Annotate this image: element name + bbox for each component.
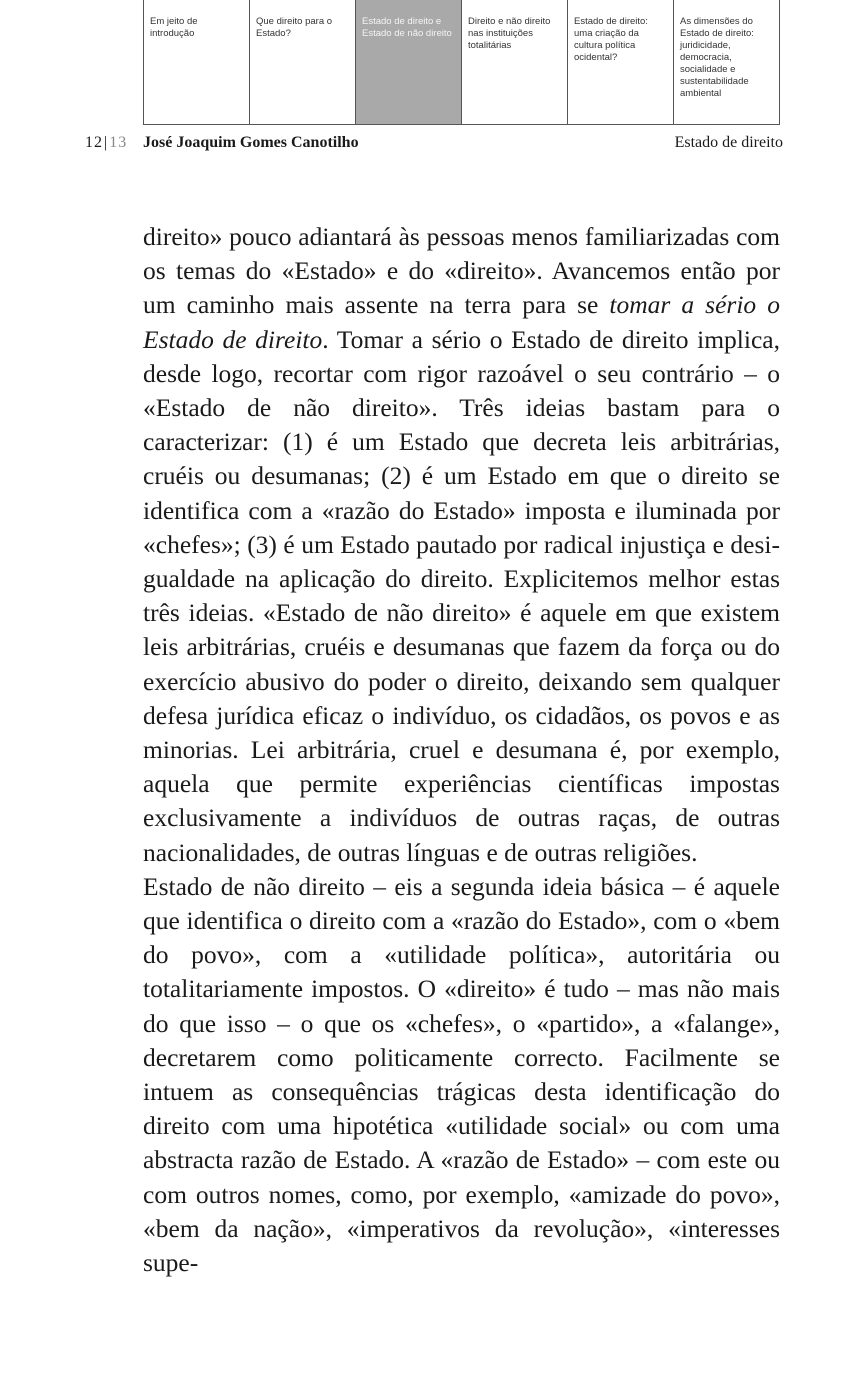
chapter-nav-item-cultura-politica[interactable]: Estado de direito: uma criação da cultura política ocidental? — [568, 0, 674, 124]
chapter-nav-item-estado-de-direito-active[interactable]: Estado de direito e Estado de não direito — [356, 0, 462, 124]
chapter-navigation — [143, 0, 780, 125]
chapter-nav-item-dimensoes[interactable]: As dimensões do Estado de direito: juridicidade, democracia, socialidade e sustentabilidade ambiental — [680, 16, 754, 99]
book-title: Estado de direito — [674, 134, 783, 151]
page-total: 13 — [109, 134, 128, 151]
page-current: 12 — [85, 134, 103, 151]
body-text — [143, 220, 780, 1280]
paragraph-1-part-a: direito» pouco adiantará às pessoas menos familiarizadas com os temas do «Estado» e do «direito». Avancemos então por um caminho mais assente na terra para se — [143, 222, 780, 320]
book-author: José Joaquim Gomes Canotilho — [143, 134, 359, 151]
running-head — [0, 134, 841, 154]
chapter-nav-item-instituicoes-totalitarias[interactable]: Direito e não direito nas instituições totalitárias — [462, 0, 568, 124]
page-number — [85, 134, 127, 152]
paragraph-1-part-b: . Tomar a sério o Estado de direito implica, desde logo, recortar com rigor razoável o seu contrário – o «Estado de não direito». Três ideias bastam para o caracterizar: (1) é um Estado que decreta leis arbitrárias, cruéis ou desumanas; (2) é um Estado em que o direito se identifica com a «razão do Estado» imposta e iluminada por «chefes»; (3) é um Estado pautado por radical injustiça e desigualdade na aplicação do direito. Explicitemos melhor estas três ideias. «Estado de não direito» é aquele em que existem leis arbitrárias, cruéis e desumanas que fazem da força ou do exercício abusivo do poder o direito, deixando sem qualquer defesa jurídica eficaz o indivíduo, os cidadãos, os povos e as minorias. Lei arbitrária, cruel e desumana é, por exemplo, aquela que permite experiências científicas impostas exclusivamente a indivíduos de outras raças, de outras nacionalidades, de outras línguas e de outras religiões. — [143, 324, 780, 867]
chapter-nav-item-introducao[interactable]: Em jeito de introdução — [144, 0, 250, 124]
paragraph-2: Estado de não direito – eis a segunda ideia básica – é aquele que identifica o direito com a «razão do Estado», com o «bem do povo», com a «utilidade política», autoritária ou totalitariamente impostos. O «direito» é tudo – mas não mais do que isso – o que os «chefes», o «partido», a «falange», decretarem como politicamente correcto. Facilmente se intuem as consequências trágicas desta identificação do direito com uma hipotética «utilidade social» ou com uma abstracta razão de Estado. A «razão de Estado» – com este ou com outros nomes, como, por exemplo, «amizade do povo», «bem da nação», «imperativos da revolução», «interesses supe- — [143, 871, 780, 1278]
paragraph-1-emphasis: tomar a sério o Estado de direito — [143, 290, 780, 354]
paragraph-1 — [143, 220, 780, 870]
page-separator: | — [104, 134, 109, 151]
chapter-nav-item-que-direito[interactable]: Que direito para o Estado? — [250, 0, 356, 124]
